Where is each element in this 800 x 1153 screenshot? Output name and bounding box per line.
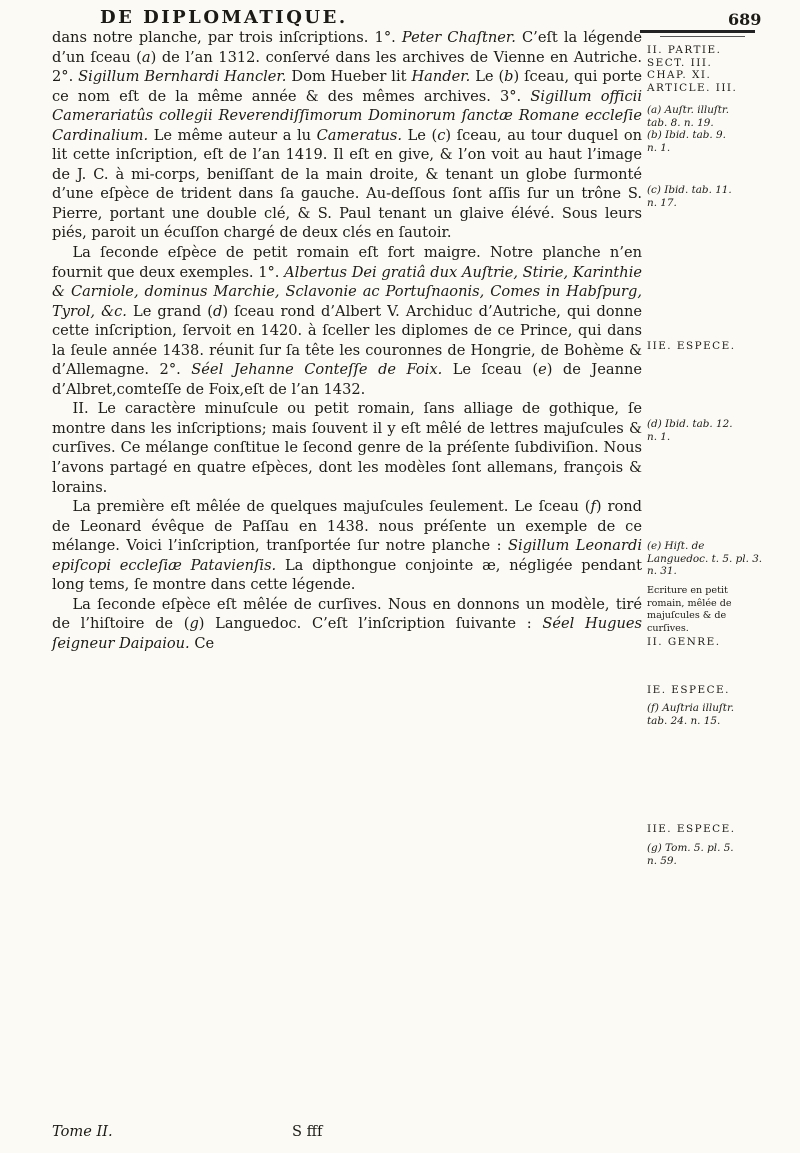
margin-note-line: n. 17. xyxy=(647,196,677,209)
text-segment: Ce xyxy=(189,634,215,652)
margin-note-line: majuſcules & de xyxy=(647,610,727,621)
margin-note-line: (g) Tom. 5. pl. 5. xyxy=(647,842,734,854)
margin-rule-thin xyxy=(660,36,745,37)
margin-note-genre-2 xyxy=(647,636,763,649)
text-segment: ) ſceau, au tour duquel on lit cette inſcription, eſt de l’an 1419. Il eſt en give, & l’on voit au haut l’image de J. C. à mi-corps, beniſſant de la main droite, & tenant un globe ſurmonté d’une eſpèce de trident dans ſa gauche. Au-deſſous ſont aſſis ſur un trône S. Pierre, portant une double clé, & S. Paul tenant un glaive élévé. Sous leurs piés, paroit un écuſſon chargé de deux clés en ſautoir. xyxy=(52,126,642,242)
text-segment: La ſeconde eſpèce de petit romain eſt fort maigre. Notre planche n’en fournit que deux exemples. 1°. xyxy=(52,244,642,281)
margin-note-part xyxy=(647,44,763,94)
margin-note-line: (d) Ibid. tab. 12. xyxy=(647,418,733,430)
italic-segment: Sigillum officii Camerariatûs collegii Reverendiſſimorum Dominorum ſanctæ Romane eccleſie Cardinalium. xyxy=(52,87,642,144)
margin-note-line: (a) Auſtr. illuſtr. xyxy=(647,104,730,116)
paragraph-3 xyxy=(52,399,642,497)
margin-note-line: n. 1. xyxy=(647,141,671,154)
margin-note-line: n. 59. xyxy=(647,854,677,867)
margin-note-line: tab. 24. n. 15. xyxy=(647,714,721,727)
margin-rule xyxy=(640,30,755,33)
paragraph-4 xyxy=(52,497,642,595)
text-segment: ) ſceau, qui porte ce nom eſt de la même année & des mêmes archives. 3°. xyxy=(52,68,642,105)
text-segment: La ſeconde eſpèce eſt mêlée de curſives. Nous en donnons un modèle, tiré de l’hiſtoire de ( xyxy=(52,595,642,633)
text-segment: dans notre planche, par trois inſcriptions. 1°. xyxy=(52,29,402,46)
italic-segment: a xyxy=(141,48,151,66)
margin-note-line: n. 31. xyxy=(647,565,677,577)
italic-segment: Cameratus. xyxy=(316,126,403,144)
text-segment: II. Le caractère minuſcule ou petit romain, ſans alliage de gothique, ſe montre dans les inſcriptions; mais ſouvent il y eſt mêlé de lettres majuſcules & curſives. Ce mélange conſtitue le ſecond genre de la préſente ſubdiviſion. Nous l’avons partagé en quatre eſpèces, dont les modèles ſont allemans, françois & lorains. xyxy=(52,400,642,496)
margin-note-espece-2b xyxy=(647,823,763,836)
margin-note-line: II. PARTIE. xyxy=(647,44,722,56)
margin-note-line: Ecriture en petit xyxy=(647,585,728,596)
volume-label: Tome II. xyxy=(52,1123,113,1140)
italic-segment: Albertus Dei gratiâ dux Auſtrie, Stirie, Karinthie & Carniole, dominus Marchie, Sclavonie ac Portuſnaonis, Comes in Habſpurg, Tyrol, &c. xyxy=(52,263,643,320)
margin-note-c xyxy=(647,184,763,209)
margin-note-espece-1 xyxy=(647,684,763,697)
italic-segment: c xyxy=(437,126,446,144)
main-text xyxy=(52,28,642,654)
signature-mark: S fff xyxy=(292,1123,323,1140)
running-title: DE DIPLOMATIQUE. xyxy=(100,7,348,28)
margin-note-line: tab. 8. n. 19. xyxy=(647,116,714,129)
italic-segment: g xyxy=(189,615,199,633)
text-segment: Le grand ( xyxy=(126,302,213,320)
margin-note-line: (f) Auſtria illuſtr. xyxy=(647,702,735,714)
text-segment: ) Languedoc. C’eſt l’inſcription ſuivante : xyxy=(198,615,543,633)
margin-note-line: ARTICLE. III. xyxy=(647,81,738,94)
paragraph-2 xyxy=(52,243,642,399)
margin-note-line: CHAP. XI. xyxy=(647,69,712,81)
text-segment: Le même auteur a lu xyxy=(148,126,317,144)
text-segment: Le ( xyxy=(470,68,505,86)
margin-note-line: SECT. III. xyxy=(647,56,713,69)
italic-segment: b xyxy=(504,68,514,86)
paragraph-1 xyxy=(52,28,642,243)
margin-note-line: (c) Ibid. tab. 11. xyxy=(647,184,732,196)
margin-note-line: n. 1. xyxy=(647,430,671,443)
italic-segment: e xyxy=(538,361,547,379)
text-segment: La première eſt mêlée de quelques majuſcules ſeulement. Le ſceau ( xyxy=(72,498,591,516)
text-segment: C’eſt la légende d’un ſceau ( xyxy=(52,29,642,66)
page-number: 689 xyxy=(728,10,762,29)
margin-note-genre-desc xyxy=(647,585,763,635)
margin-note-espece-2 xyxy=(647,340,763,353)
text-segment: La dipthongue conjointe æ, négligée pendant long tems, ſe montre dans cette légende. xyxy=(52,556,642,594)
page-footer xyxy=(52,1123,642,1145)
italic-segment: f xyxy=(590,498,596,516)
margin-note-line: romain, mêlée de xyxy=(647,597,732,609)
margin-note-f xyxy=(647,702,763,727)
margin-note-line: IIE. ESPECE. xyxy=(647,823,736,835)
text-segment: ) ſceau rond d’Albert V. Archiduc d’Autriche, qui donne cette inſcription, ſervoit en 1420. à ſceller les diplomes de ce Prince, qui dans la ſeule année 1438. réunit ſur ſa tête les couronnes de Hongrie, de Bohème & d’Allemagne. 2°. xyxy=(52,302,643,379)
paragraph-5 xyxy=(52,595,642,654)
margin-note-line: IE. ESPECE. xyxy=(647,684,730,696)
margin-note-e xyxy=(647,540,763,578)
italic-segment: d xyxy=(212,302,223,320)
margin-note-line: (e) Hiſt. de Languedoc. t. 5. pl. 3. xyxy=(647,540,763,565)
text-segment: Dom Hueber lit xyxy=(286,68,412,86)
text-segment: ) de l’an 1312. conſervé dans les archives de Vienne en Autriche. 2°. xyxy=(52,48,643,86)
italic-segment: Séel Hugues ſeigneur Daipaiou. xyxy=(52,615,642,652)
italic-segment: Sigillum Bernhardi Hancler. xyxy=(78,68,287,86)
italic-segment: Peter Chaſtner. xyxy=(401,29,516,46)
italic-segment: Sigillum Leonardi epiſcopi eccleſiæ Patavienſis. xyxy=(52,537,642,574)
margin-note-line: (b) Ibid. tab. 9. xyxy=(647,129,726,141)
text-segment: Le ( xyxy=(402,126,438,144)
text-segment: Le ſceau ( xyxy=(442,361,539,379)
text-segment: ) rond de Leonard évêque de Paſſau en 1438. nous préſente un exemple de ce mélange. Voici l’inſcription, tranſportée ſur notre planche : xyxy=(52,498,642,555)
italic-segment: Hander. xyxy=(411,68,471,86)
margin-note-d xyxy=(647,418,763,443)
text-segment: ) de Jeanne d’Albret,comteſſe de Foix,eſt de l’an 1432. xyxy=(52,361,643,398)
margin-note-line: IIE. ESPECE. xyxy=(647,340,736,352)
italic-segment: Séel Jehanne Conteſſe de Foix. xyxy=(191,361,443,379)
margin-note-line: curſives. xyxy=(647,622,689,634)
margin-note-line: II. GENRE. xyxy=(647,636,721,648)
margin-note-g xyxy=(647,842,763,867)
margin-note-a-b xyxy=(647,104,763,154)
